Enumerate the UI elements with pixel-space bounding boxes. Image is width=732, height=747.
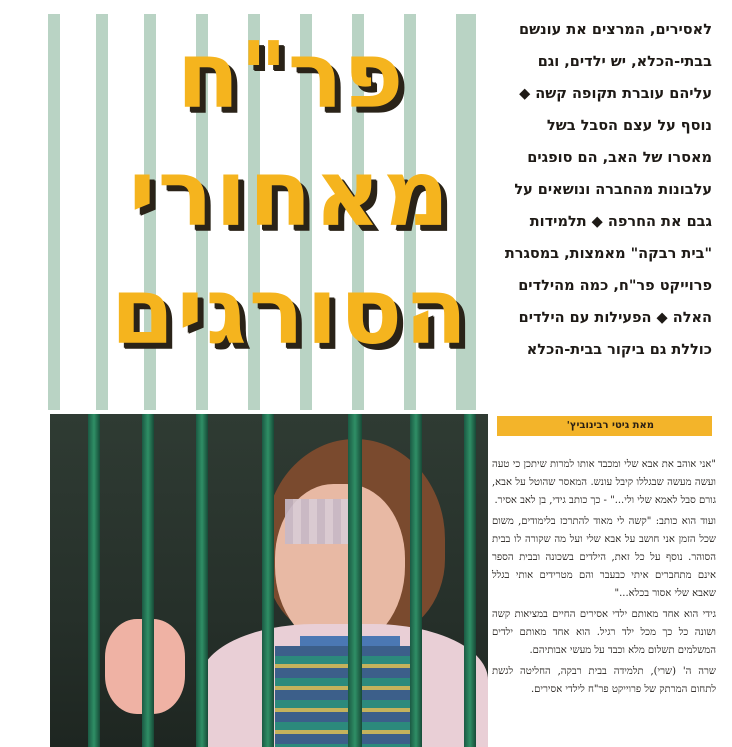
photo-bar [88, 414, 100, 747]
photo-bar [348, 414, 362, 747]
body-paragraph: גידי הוא אחד מאותם ילדי אסירים החיים במציאות קשה ושונה כל כך מכל ילד רגיל. הוא אחד מאותם ילדים המשלמים תשלום מלא וכבד על מעשי אבותיהם. [492, 609, 716, 656]
child-behind-bars-photo [50, 414, 488, 747]
intro-line: לאסירים, המרצים את עונשם [519, 22, 712, 38]
headline [100, 22, 480, 400]
photo-bar [142, 414, 154, 747]
article-body [492, 456, 716, 702]
photo-bar [196, 414, 208, 747]
headline-line-2: מאחורי [128, 140, 452, 247]
byline-bar [497, 416, 712, 436]
body-paragraph: ועוד הוא כותב: "קשה לי מאוד להתרכז בלימודים, משום שכל הזמן אני חושב על אבא שלי ועל מה שקורה לו בבית הסוהר. נוסף על כל זאת, הילדים בשכונה ובבית הספר אינם מתחברים איתי כבעבר והם מטרידים אותי בגלל שאבא שלי אסור בכלא..." [492, 516, 716, 599]
photo-bar [262, 414, 274, 747]
headline-panel [0, 0, 488, 410]
intro-line: עליהם עוברת תקופה קשה ◆ [519, 86, 712, 102]
intro-line: עלבונות מהחברה ונושאים על [514, 182, 712, 198]
body-paragraph: "אני אוהב את אבא שלי ומכבד אותו למרות שיתכן כי טעה ועשה מעשה שבגללו קיבל עונש. המאסר שהוטל על אבא, גורם סבל לאמא שלי ולי..." - כך כותב גידי, בן לאב אסיר. [492, 459, 716, 506]
headline-line-1: פר"ח [176, 22, 404, 129]
byline: מאת גיטי רבינוביץ' [566, 420, 654, 431]
body-paragraph: שרה ה' (שרי), תלמידה בבית רבקה, החליטה לגשת לתחום המרתק של פרוייקט פר"ח לילדי אסירים. [492, 666, 716, 695]
intro-text [497, 14, 712, 366]
intro-line: פרוייקט פר"ח, כמה מהילדים [518, 278, 712, 294]
photo-bar [410, 414, 422, 747]
photo-shirt [275, 646, 415, 747]
intro-line: "בית רבקה" מאמצות, במסגרת [504, 246, 712, 262]
intro-line: בבתי-הכלא, יש ילדים, וגם [537, 54, 712, 70]
intro-line: גבם את החרפה ◆ תלמידות [529, 214, 712, 230]
intro-line: כוללת גם ביקור בבית-הכלא [526, 342, 712, 358]
intro-line: מאסרו של האב, הם סופגים [527, 150, 712, 166]
intro-line: נוסף על עצם הסבל בשל [546, 118, 712, 134]
photo-bar [464, 414, 476, 747]
headline-line-3: הסורגים [110, 258, 470, 365]
background-bar [48, 14, 60, 410]
intro-line: האלה ◆ הפעילות עם הילדים [518, 310, 712, 326]
